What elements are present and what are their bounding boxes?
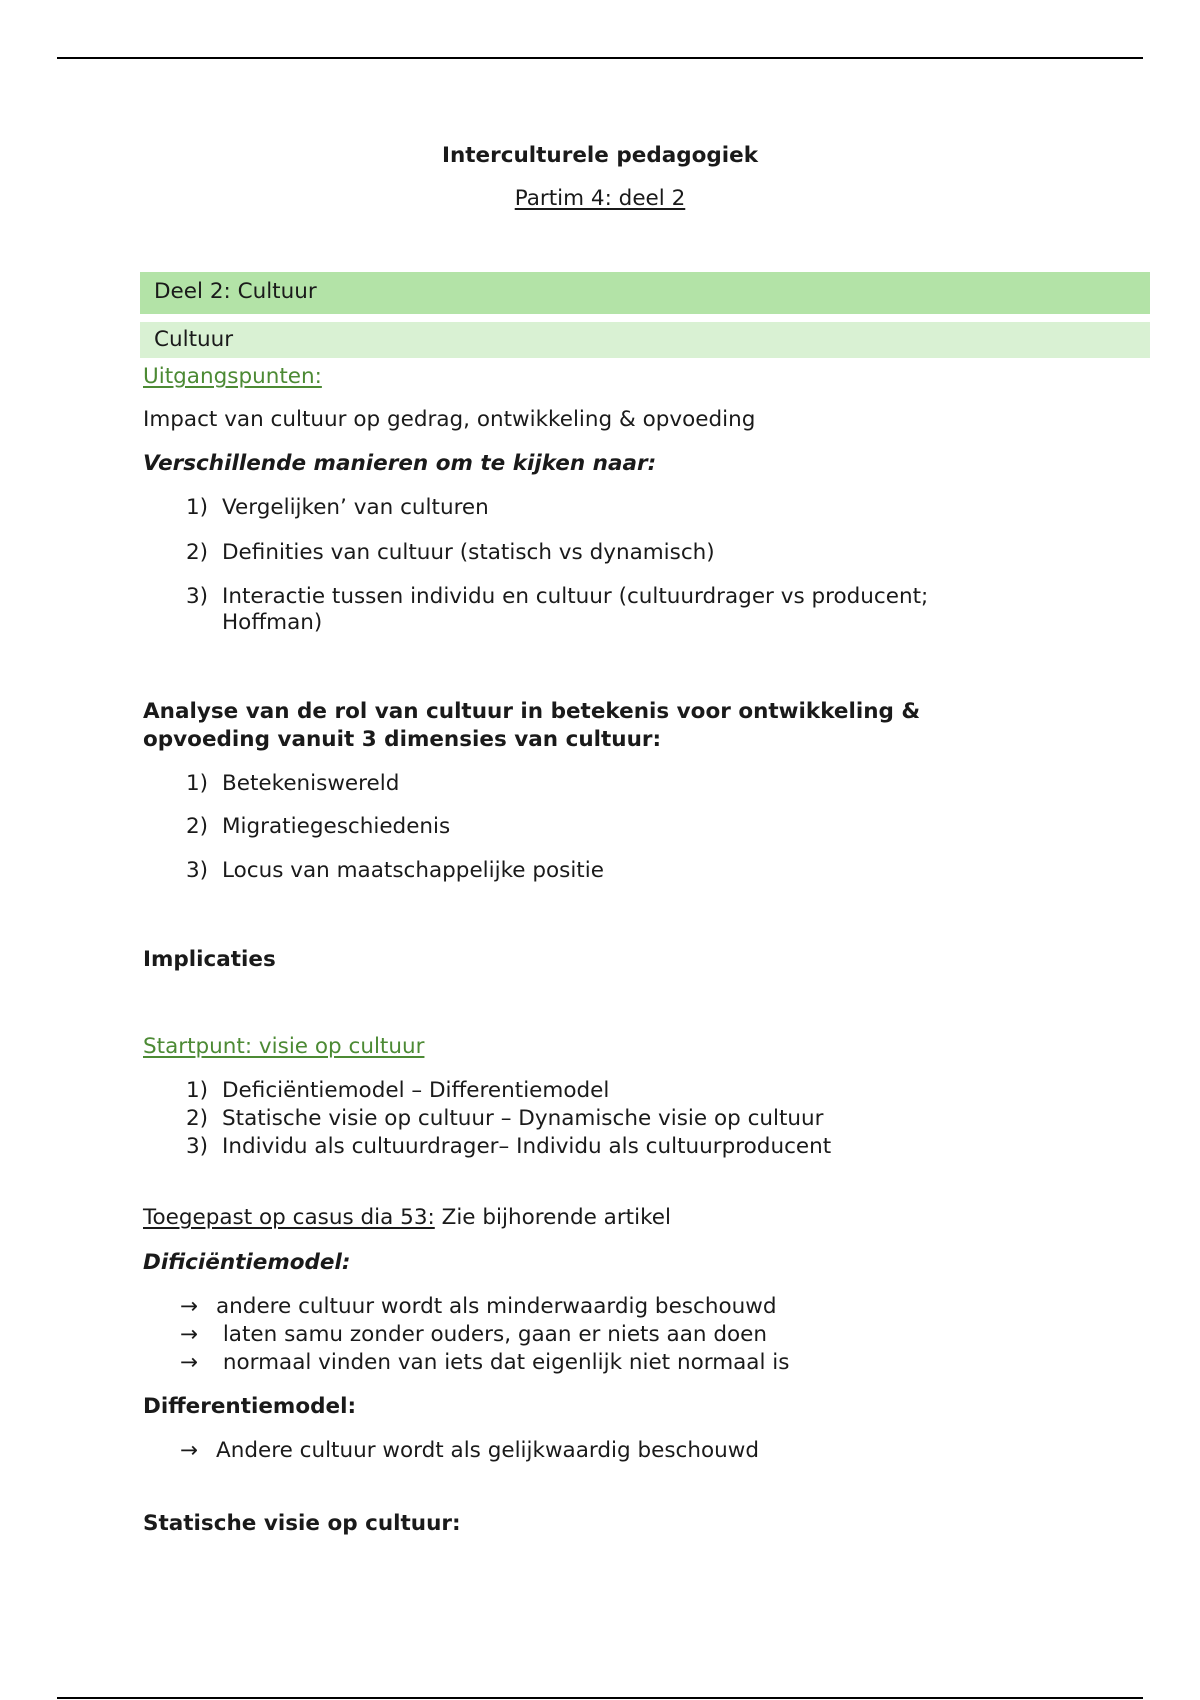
subsection-band — [140, 322, 1150, 358]
arrow-icon: → — [180, 1294, 199, 1319]
list-item — [180, 1322, 767, 1347]
list-number: 1) — [186, 1078, 209, 1103]
list-item — [186, 584, 929, 609]
deficientiemodel-heading: Dificiëntiemodel: — [143, 1250, 351, 1275]
list-number: 2) — [186, 814, 209, 839]
list-number: 1) — [186, 771, 209, 796]
bottom-rule — [57, 1697, 1143, 1699]
list-item — [186, 540, 715, 565]
list-item — [186, 814, 451, 839]
statische-heading: Statische visie op cultuur: — [143, 1511, 461, 1536]
list-text: Andere cultuur wordt als gelijkwaardig beschouwd — [216, 1438, 759, 1463]
list-text: laten samu zonder ouders, gaan er niets aan doen — [216, 1322, 767, 1347]
subtitle-text: Partim 4: deel 2 — [514, 186, 686, 211]
list-number: 1) — [186, 495, 209, 520]
list-text: Betekeniswereld — [222, 771, 400, 796]
arrow-icon: → — [180, 1438, 199, 1463]
document-title: Interculturele pedagogiek — [441, 143, 759, 168]
casus-label: Toegepast op casus dia 53: — [143, 1205, 435, 1230]
casus-text: Zie bijhorende artikel — [434, 1205, 671, 1230]
list-item — [186, 858, 604, 883]
list-number: 2) — [186, 1106, 209, 1131]
analyse-heading-line2: opvoeding vanuit 3 dimensies van cultuur: — [143, 727, 662, 752]
differentiemodel-heading: Differentiemodel: — [143, 1394, 357, 1419]
list-text: Statische visie op cultuur – Dynamische visie op cultuur — [222, 1106, 824, 1131]
uitgangspunten-intro: Impact van cultuur op gedrag, ontwikkeling & opvoeding — [143, 407, 756, 432]
list-item — [180, 1350, 789, 1375]
list-text: Locus van maatschappelijke positie — [222, 858, 604, 883]
list-text: Migratiegeschiedenis — [222, 814, 451, 839]
list-item — [186, 1134, 832, 1159]
list-text: normaal vinden van iets dat eigenlijk niet normaal is — [216, 1350, 790, 1375]
uitgangspunten-heading: Uitgangspunten: — [143, 364, 322, 389]
list-text: Vergelijken’ van culturen — [222, 495, 489, 520]
arrow-icon: → — [180, 1322, 199, 1347]
arrow-icon: → — [180, 1350, 199, 1375]
top-rule — [57, 57, 1143, 59]
list-item — [180, 1438, 759, 1463]
list-number: 3) — [186, 584, 209, 609]
implicaties-heading: Implicaties — [143, 947, 276, 972]
document-subtitle — [0, 186, 1200, 211]
list-item-continuation — [186, 610, 323, 635]
analyse-heading-line1: Analyse van de rol van cultuur in betekenis voor ontwikkeling & — [143, 699, 921, 724]
list-item — [186, 495, 489, 520]
list-text: Hoffman) — [222, 610, 323, 635]
casus-line — [143, 1205, 671, 1230]
list-item — [186, 1078, 610, 1103]
section-heading: Deel 2: Cultuur — [154, 279, 317, 304]
list-number: 3) — [186, 858, 209, 883]
list-number: 2) — [186, 540, 209, 565]
list-text: Deficiëntiemodel – Differentiemodel — [222, 1078, 610, 1103]
list-number: 3) — [186, 1134, 209, 1159]
list-item — [186, 771, 400, 796]
list-text: Individu als cultuurdrager– Individu als cultuurproducent — [222, 1134, 832, 1159]
list-text: Definities van cultuur (statisch vs dynamisch) — [222, 540, 715, 565]
list-item — [180, 1294, 776, 1319]
startpunt-heading: Startpunt: visie op cultuur — [143, 1034, 425, 1059]
ways-heading: Verschillende manieren om te kijken naar: — [143, 451, 657, 476]
subsection-heading: Cultuur — [154, 327, 234, 352]
section-band — [140, 272, 1150, 314]
list-text: Interactie tussen individu en cultuur (cultuurdrager vs producent; — [222, 584, 929, 609]
list-text: andere cultuur wordt als minderwaardig beschouwd — [216, 1294, 777, 1319]
list-item — [186, 1106, 824, 1131]
